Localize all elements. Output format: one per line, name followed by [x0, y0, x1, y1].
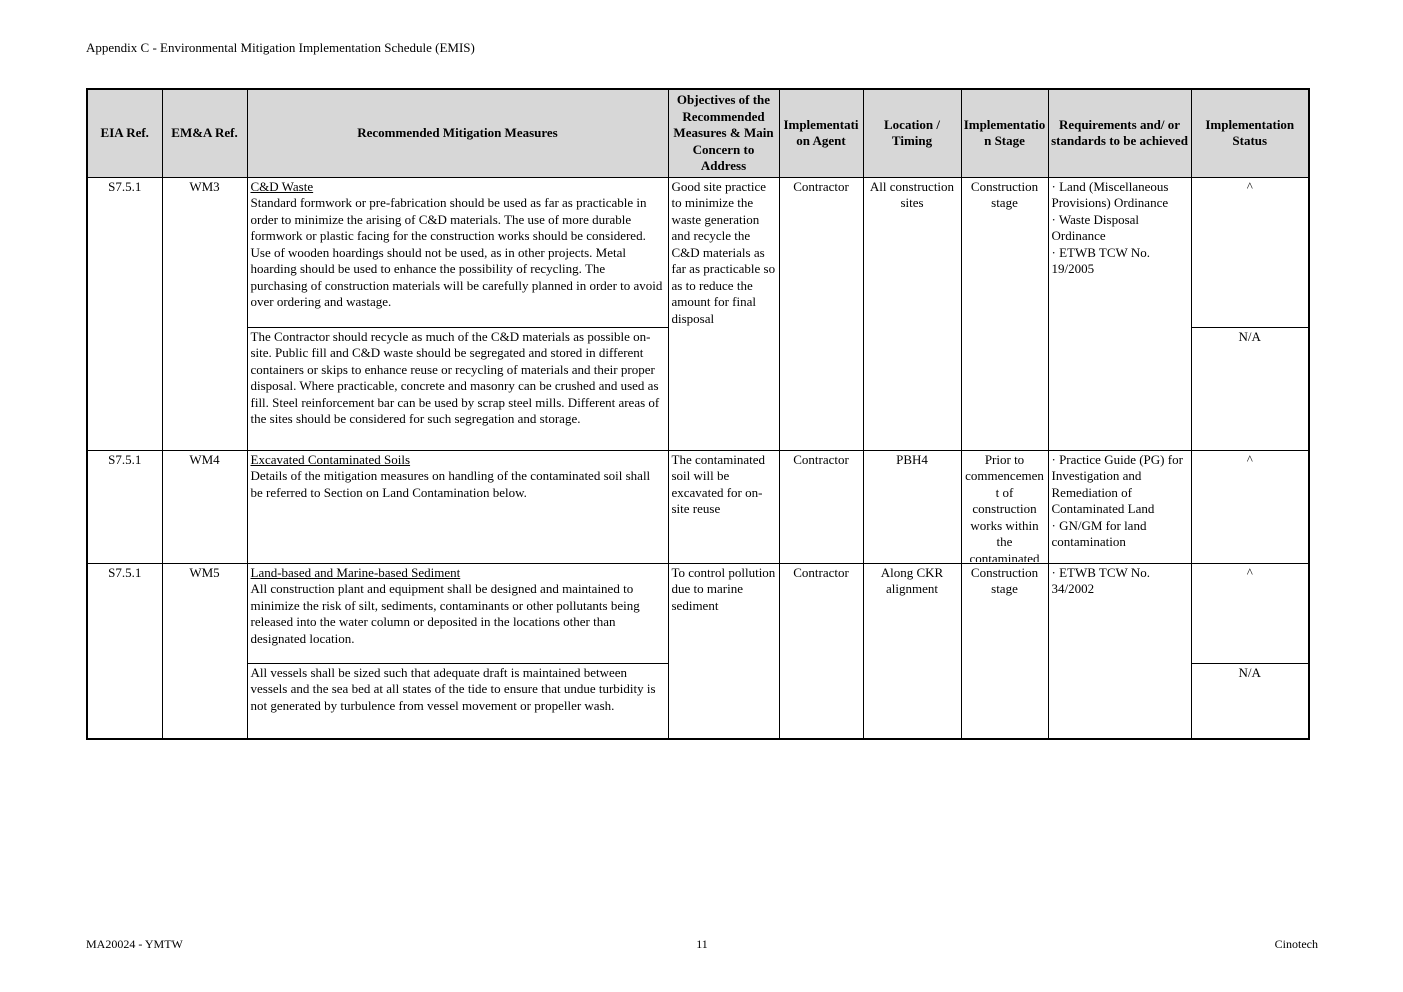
eia-ref-cell: S7.5.1	[87, 563, 162, 739]
col-header-objectives: Objectives of the Recommended Measures & Main Concern to Address	[668, 89, 779, 177]
footer-project-ref: MA20024 - YMTW	[86, 937, 183, 951]
stage-cell: Construction stage	[961, 563, 1048, 739]
eia-ref-cell: S7.5.1	[87, 177, 162, 450]
ema-ref-cell: WM5	[162, 563, 247, 739]
table-row-wm4	[87, 450, 1309, 563]
status-cell: ^	[1191, 177, 1309, 327]
footer-page-number: 11	[696, 937, 708, 951]
col-header-stage: Implementation Stage	[961, 89, 1048, 177]
ema-ref-cell: WM4	[162, 450, 247, 563]
col-header-agent: Implementation Agent	[779, 89, 863, 177]
status-cell: N/A	[1191, 663, 1309, 739]
requirement-item: · ETWB TCW No. 34/2002	[1051, 564, 1150, 596]
measure-heading: C&D Waste	[250, 178, 314, 194]
measure-heading: Land-based and Marine-based Sediment	[250, 564, 461, 580]
agent-cell: Contractor	[779, 450, 863, 563]
requirement-item: · Waste Disposal Ordinance	[1051, 211, 1140, 243]
emis-table	[86, 88, 1310, 740]
col-header-measures: Recommended Mitigation Measures	[247, 89, 668, 177]
measure-text: All construction plant and equipment shall be designed and maintained to minimize the risk of silt, sediments, contaminants or other pollutants being released into the water column or deposited in the locations other than designated location.	[250, 581, 640, 646]
ema-ref-cell: WM3	[162, 177, 247, 450]
col-header-requirements: Requirements and/ or standards to be achieved	[1048, 89, 1191, 177]
objectives-cell: The contaminated soil will be excavated for on-site reuse	[668, 450, 779, 563]
eia-ref-cell: S7.5.1	[87, 450, 162, 563]
status-cell: ^	[1191, 450, 1309, 563]
measures-cell	[247, 177, 668, 327]
footer-company-name: Cinotech	[1274, 937, 1318, 951]
agent-cell: Contractor	[779, 177, 863, 450]
objectives-cell: Good site practice to minimize the waste generation and recycle the C&D materials as far as practicable so as to reduce the amount for final disposal	[668, 177, 779, 450]
stage-cell	[961, 450, 1048, 563]
measure-text: Standard formwork or pre-fabrication should be used as far as practicable in order to minimize the arising of C&D materials. The use of more durable formwork or plastic facing for the construction works should be considered. Use of wooden hoardings should not be used, as in other projects. Metal hoarding should be used to enhance the possibility of recycling. The purchasing of construction materials will be carefully planned in order to avoid over ordering and wastage.	[250, 195, 663, 309]
status-cell: N/A	[1191, 327, 1309, 450]
table-row-wm3-a	[87, 177, 1309, 327]
col-header-ema-ref: EM&A Ref.	[162, 89, 247, 177]
stage-cell: Construction stage	[961, 177, 1048, 450]
location-cell: Along CKR alignment	[863, 563, 961, 739]
agent-cell: Contractor	[779, 563, 863, 739]
status-cell: ^	[1191, 563, 1309, 663]
col-header-status: Implementation Status	[1191, 89, 1309, 177]
requirements-cell	[1048, 450, 1191, 563]
requirement-item: · Land (Miscellaneous Provisions) Ordinance	[1051, 178, 1169, 210]
requirements-cell	[1048, 563, 1191, 739]
measure-heading: Excavated Contaminated Soils	[250, 451, 411, 467]
location-cell: All construction sites	[863, 177, 961, 450]
measures-cell	[247, 450, 668, 563]
measures-cell	[247, 327, 668, 450]
measure-text: Details of the mitigation measures on handling of the contaminated soil shall be referred to Section on Land Contamination below.	[250, 468, 651, 500]
page-footer	[86, 937, 1318, 953]
col-header-eia-ref: EIA Ref.	[87, 89, 162, 177]
stage-text: Prior to commencement of construction works within the contaminated	[965, 451, 1044, 562]
table-header-row	[87, 89, 1309, 177]
page-title: Appendix C - Environmental Mitigation Implementation Schedule (EMIS)	[86, 40, 475, 55]
requirements-cell	[1048, 177, 1191, 450]
requirement-item: · ETWB TCW No. 19/2005	[1051, 244, 1150, 276]
table-row-wm5-a	[87, 563, 1309, 663]
measure-text: The Contractor should recycle as much of the C&D materials as possible on-site. Public fill and C&D waste should be segregated and stored in different containers or skips to enhance reuse or recycling of materials and their proper disposal. Where practicable, concrete and masonry can be crushed and used as fill. Steel reinforcement bar can be used by scrap steel mills. Different areas of the sites should be considered for such segregation and storage.	[250, 328, 660, 426]
measures-cell	[247, 663, 668, 739]
objectives-cell: To control pollution due to marine sediment	[668, 563, 779, 739]
measures-cell	[247, 563, 668, 663]
col-header-location: Location / Timing	[863, 89, 961, 177]
measure-text: All vessels shall be sized such that adequate draft is maintained between vessels and the sea bed at all states of the tide to ensure that undue turbidity is not generated by turbulence from vessel movement or propeller wash.	[250, 664, 656, 713]
requirement-item: · GN/GM for land contamination	[1051, 517, 1147, 549]
location-cell: PBH4	[863, 450, 961, 563]
requirement-item: · Practice Guide (PG) for Investigation and Remediation of Contaminated Land	[1051, 451, 1183, 516]
